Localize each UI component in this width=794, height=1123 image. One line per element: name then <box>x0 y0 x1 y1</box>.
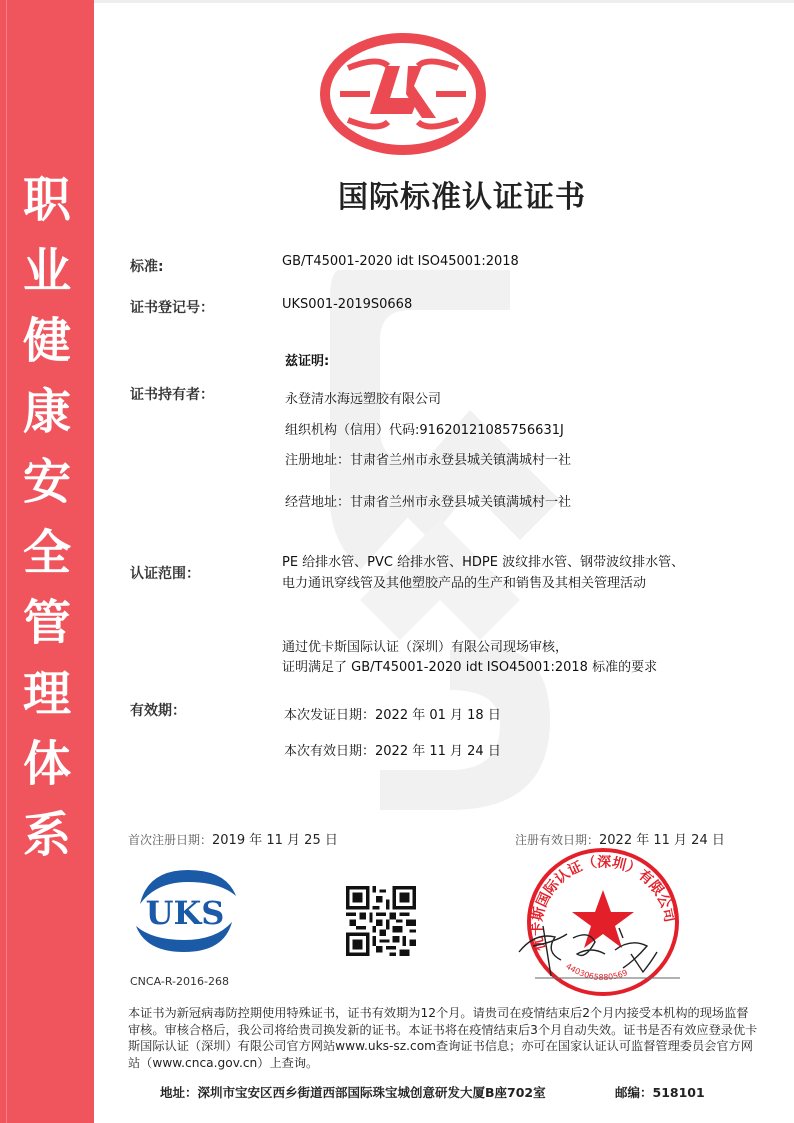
top-shade <box>94 0 794 3</box>
first-registration-label: 首次注册日期： <box>128 833 213 847</box>
side-title-char: 安 <box>22 454 71 510</box>
side-title-char: 康 <box>22 383 71 440</box>
registration-valid-value: 2022 年 11 月 24 日 <box>599 833 725 848</box>
scope-label: 认证范围： <box>130 566 200 582</box>
company-seal-icon <box>515 842 685 997</box>
audit-statement-line-2: 证明满足了 GB/T45001-2020 idt ISO45001:2018 标准的要求 <box>282 660 658 675</box>
registration-valid-label: 注册有效日期： <box>515 833 600 847</box>
side-title-char: 全 <box>22 524 71 581</box>
holder-company: 永登清水海远塑胶有限公司 <box>285 392 442 407</box>
first-registration-date <box>128 829 338 848</box>
certificate-number-value: UKS001-2019S0668 <box>282 297 413 312</box>
notice-text: 本证书为新冠病毒防控期使用特殊证书，证书有效期为12个月。请贵司在疫情结束后2个月内接受本机构的现场监督审核。审核合格后，我公司将给贵司换发新的证书。本证书将在疫情结束后3个月自动失效。证书是否有效应登录优卡斯国际认证（深圳）有限公司官方网站www.uks-sz.com查询证书信息；亦可在国家认证认可监督管理委员会官方网站（www.cnca.gov.cn）上查询。 <box>128 1006 758 1070</box>
side-band <box>0 0 94 1123</box>
side-title-char: 管 <box>22 595 71 651</box>
expiry-date: 本次有效日期：2022 年 11 月 24 日 <box>284 744 501 759</box>
first-registration-value: 2019 年 11 月 25 日 <box>212 833 338 848</box>
certify-heading: 兹证明: <box>285 354 330 369</box>
issue-date: 本次发证日期：2022 年 01 月 18 日 <box>284 708 501 723</box>
side-title-char: 体 <box>22 736 71 792</box>
cnca-code: CNCA-R-2016-268 <box>130 975 229 988</box>
standard-label: 标准: <box>130 259 164 275</box>
side-title <box>0 165 94 870</box>
qr-code-icon[interactable] <box>346 886 416 956</box>
side-title-char: 业 <box>22 242 71 299</box>
footer-zip: 邮编：518101 <box>615 1085 705 1100</box>
footer-address: 地址：深圳市宝安区西乡街道西部国际珠宝城创意研发大厦B座702室 <box>160 1085 546 1100</box>
scope-line-2: 电力通讯穿线管及其他塑胶产品的生产和销售及其相关管理活动 <box>282 576 647 591</box>
validity-label: 有效期： <box>130 703 186 719</box>
certification-globe-logo-icon <box>318 28 488 156</box>
standard-value: GB/T45001-2020 idt ISO45001:2018 <box>282 254 519 269</box>
holder-registered-address: 注册地址：甘肃省兰州市永登县城关镇满城村一社 <box>285 453 572 468</box>
svg-text:优卡斯国际认证（深圳）有限公司: 优卡斯国际认证（深圳）有限公司 <box>529 854 678 953</box>
side-title-char: 职 <box>22 172 71 228</box>
certificate-title-text: 国际标准认证证书 <box>338 180 586 215</box>
holder-label: 证书持有者： <box>130 387 214 403</box>
scope-line-1: PE 给排水管、PVC 给排水管、HDPE 波纹排水管、钢带波纹排水管、 <box>282 555 685 570</box>
svg-text:UKS: UKS <box>145 894 225 932</box>
audit-statement-line-1: 通过优卡斯国际认证（深圳）有限公司现场审核， <box>282 640 569 655</box>
side-title-char: 系 <box>22 806 71 863</box>
holder-org-code: 组织机构（信用）代码:91620121085756631J <box>285 423 564 438</box>
svg-text:4403065880569: 4403065880569 <box>564 961 629 983</box>
certificate-title <box>94 172 794 216</box>
holder-business-address: 经营地址：甘肃省兰州市永登县城关镇满城村一社 <box>285 495 572 510</box>
certificate-number-label: 证书登记号： <box>130 300 214 316</box>
side-title-char: 理 <box>22 665 71 722</box>
side-title-char: 健 <box>22 313 71 369</box>
uks-logo-icon <box>128 866 243 956</box>
